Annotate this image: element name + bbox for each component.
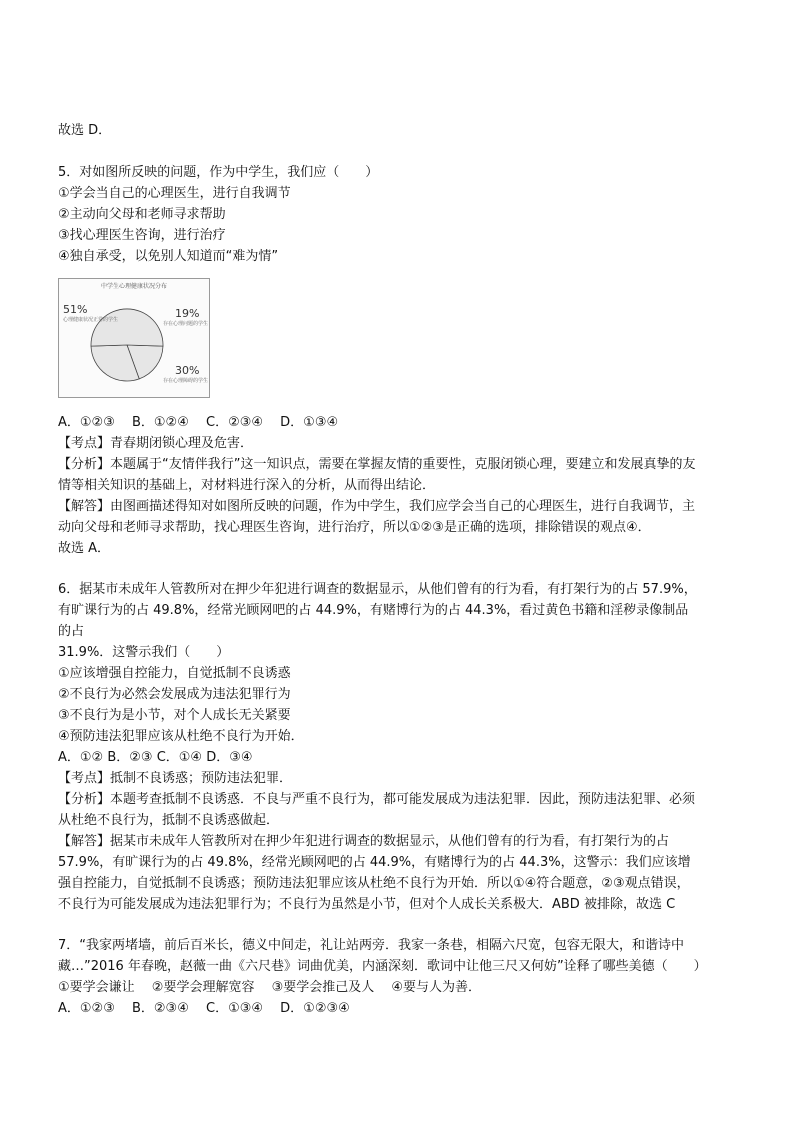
question-6-stem-4: 31.9%．这警示我们（ ） (58, 645, 230, 660)
q5-conclusion: 故选 A． (58, 541, 111, 556)
q5-analysis-1: 【分析】本题属于“友情伴我行”这一知识点，需要在掌握友情的重要性，克服闭锁心理，要建立和发展真挚的友 (58, 457, 696, 472)
slice-1-label: 心理健康状况正常的学生 (63, 317, 119, 323)
text-line: 故选 D． (58, 123, 112, 138)
question-6-stem-1: 6．据某市未成年人管教所对在押少年犯进行调查的数据显示，从他们曾有的行为看，有打架行为的占 57.9%， (58, 582, 697, 597)
q5-option-2: ②主动向父母和老师寻求帮助 (58, 207, 226, 222)
pie-slice-1 (91, 309, 163, 346)
q5-answer-1: 【解答】由图画描述得知对如图所反映的问题，作为中学生，我们应学会当自己的心理医生，进行自我调节，主 (58, 499, 696, 514)
pie-chart-figure (58, 278, 210, 398)
question-6-stem-2: 有旷课行为的占 49.8%，经常光顾网吧的占 44.9%，有赌博行为的占 44.3%，看过黄色书籍和淫秽录像制品 (58, 603, 689, 618)
q6-option-3: ③不良行为是小节，对个人成长无关紧要 (58, 708, 291, 723)
q7-choices: A．①②③ B．②③④ C．①③④ D．①②③④ (58, 1001, 350, 1016)
q6-choices: A．①② B．②③ C．①④ D．③④ (58, 750, 253, 765)
q5-option-3: ③找心理医生咨询，进行治疗 (58, 228, 226, 243)
q6-answer-2: 57.9%，有旷课行为的占 49.8%，经常光顾网吧的占 44.9%，有赌博行为的占 44.3%，这警示：我们应该增 (58, 855, 691, 870)
slice-2-label: 存在心理问题的学生 (163, 321, 209, 327)
q6-answer-4: 不良行为可能发展成为违法犯罪行为；不良行为虽然是小节，但对个人成长关系极大．ABD 被排除，故选 C (58, 897, 676, 912)
question-7-stem-1: 7．“我家两堵墙，前后百米长，德义中间走，礼让站两旁．我家一条巷，相隔六尺宽，包容无限大，和谐诗中 (58, 938, 685, 953)
slice-2-value: 19% (175, 307, 200, 320)
q6-option-4: ④预防违法犯罪应该从杜绝不良行为开始． (58, 729, 304, 744)
q6-analysis-1: 【分析】本题考查抵制不良诱惑．不良与严重不良行为，都可能发展成为违法犯罪．因此，预防违法犯罪、必须 (58, 792, 696, 807)
question-7-stem-2: 藏…”2016 年春晚，赵薇一曲《六尺巷》词曲优美，内涵深刻．歌词中让他三尺又何妨”诠释了哪些美德（ ） (58, 959, 707, 974)
slice-3-value: 30% (175, 364, 200, 377)
pie-chart (59, 279, 209, 397)
q6-option-1: ①应该增强自控能力，自觉抵制不良诱惑 (58, 666, 291, 681)
q6-option-2: ②不良行为必然会发展成为违法犯罪行为 (58, 687, 291, 702)
question-5-stem: 5．对如图所反映的问题，作为中学生，我们应（ ） (58, 165, 379, 180)
q6-answer-3: 强自控能力，自觉抵制不良诱惑；预防违法犯罪应该从杜绝不良行为开始．所以①④符合题意，②③观点错误， (58, 876, 690, 891)
q5-option-4: ④独自承受，以免别人知道而“难为情” (58, 249, 279, 264)
q5-choices: A．①②③ B．①②④ C．②③④ D．①③④ (58, 415, 339, 430)
q7-options: ①要学会谦让 ②要学会理解宽容 ③要学会推己及人 ④要与人为善． (58, 980, 482, 995)
q5-option-1: ①学会当自己的心理医生，进行自我调节 (58, 186, 291, 201)
chart-title: 中学生心理健康状况分布 (100, 283, 168, 290)
q6-analysis-2: 从杜绝不良行为，抵制不良诱惑做起． (58, 813, 280, 828)
q6-answer-1: 【解答】据某市未成年人管教所对在押少年犯进行调查的数据显示，从他们曾有的行为看，有打架行为的占 (58, 834, 670, 849)
q6-kaodian: 【考点】抵制不良诱惑；预防违法犯罪． (58, 771, 293, 786)
slice-3-label: 存在心理障碍的学生 (163, 378, 209, 384)
q5-answer-2: 动向父母和老师寻求帮助，找心理医生咨询，进行治疗，所以①②③是正确的选项，排除错误的观点④． (58, 520, 651, 535)
q5-kaodian: 【考点】青春期闭锁心理及危害． (58, 436, 254, 451)
question-6-stem-3: 的占 (58, 624, 85, 639)
q5-analysis-2: 情等相关知识的基础上，对材料进行深入的分析，从而得出结论． (58, 478, 436, 493)
slice-1-value: 51% (63, 303, 88, 316)
